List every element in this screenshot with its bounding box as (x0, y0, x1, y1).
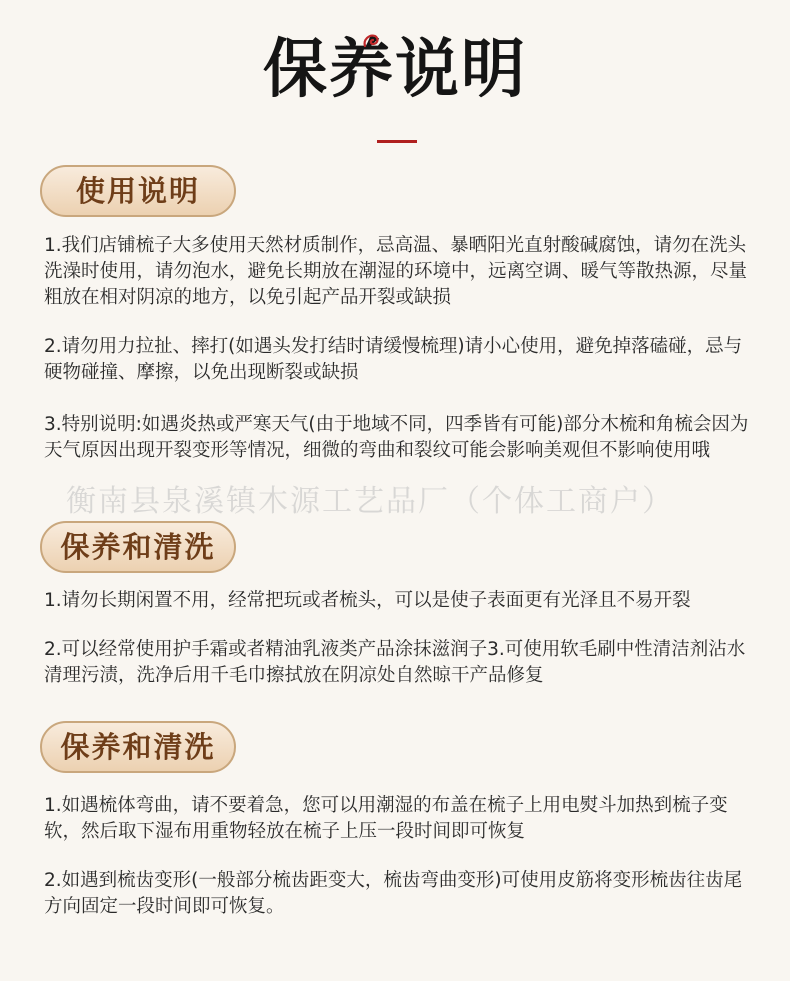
care-paragraph-1: 1.请勿长期闲置不用，经常把玩或者梳头，可以是使子表面更有光泽且不易开裂 (44, 590, 691, 611)
usage-paragraph-1: 1.我们店铺梳子大多使用天然材质制作，忌高温、暴晒阳光直射酸碱腐蚀，请勿在洗头洗澡时使用，请勿泡水，避免长期放在潮湿的环境中，远离空调、暖气等散热源，尽量粗放在相对阴凉的地方，以免引起产品开裂或缺损 (44, 235, 748, 308)
page-title (263, 30, 527, 110)
section-heading-care: 保养和清洗 (40, 521, 236, 573)
repair-paragraph-1: 1.如遇梳体弯曲，请不要着急，您可以用潮湿的布盖在梳子上用电熨斗加热到梳子变软，然后取下湿布用重物轻放在梳子上压一段时间即可恢复 (44, 795, 728, 842)
watermark-text: 衡南县泉溪镇木源工艺品厂（个体工商户） (66, 484, 674, 519)
section-heading-repair: 保养和清洗 (40, 721, 236, 773)
care-paragraph-2: 2.可以经常使用护手霜或者精油乳液类产品涂抹滋润子3.可使用软毛刷中性清洁剂沾水清理污渍，洗净后用千毛巾擦拭放在阴凉处自然晾干产品修复 (44, 639, 746, 686)
usage-paragraph-2: 2.请勿用力拉扯、摔打(如遇头发打结时请缓慢梳理)请小心使用，避免掉落磕碰，忌与硬物碰撞、摩擦，以免出现断裂或缺损 (44, 336, 743, 383)
usage-paragraph-3: 3.特别说明:如遇炎热或严寒天气(由于地域不同，四季皆有可能)部分木梳和角梳会因为天气原因出现开裂变形等情况，细微的弯曲和裂纹可能会影响美观但不影响使用哦 (44, 414, 749, 461)
swirl-ornament-icon (361, 32, 381, 52)
title-area (0, 30, 790, 110)
title-divider (377, 140, 417, 143)
repair-paragraph-2: 2.如遇到梳齿变形(一般部分梳齿距变大，梳齿弯曲变形)可使用皮筋将变形梳齿往齿尾方向固定一段时间即可恢复。 (44, 870, 743, 917)
page-title-text: 保养说明 (263, 32, 527, 107)
section-heading-usage: 使用说明 (40, 165, 236, 217)
